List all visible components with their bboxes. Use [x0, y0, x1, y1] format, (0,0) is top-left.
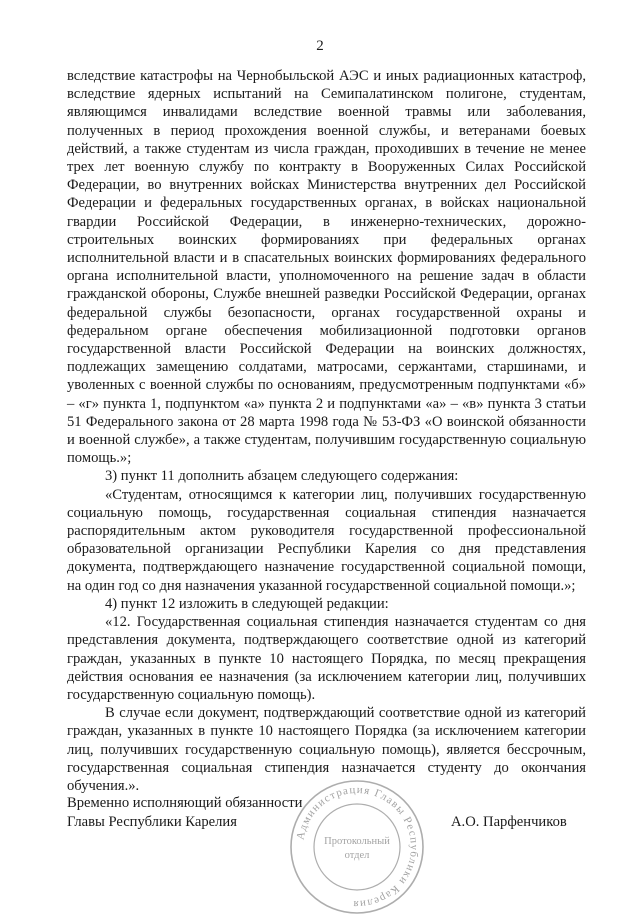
signatory-title-line2: Главы Республики Карелия [67, 813, 237, 830]
stamp-center-line1: Протокольный [324, 836, 390, 847]
stamp-center-line2: отдел [344, 850, 370, 861]
paragraph: «12. Государственная социальная стипендия назначается студентам со дня представления документа, подтверждающего соответствие одной из категорий граждан, указанных в пункте 10 настоящего Порядка, по месяц прекращения действия основания ее назначения (за исключением категории лиц, получивших государственную социальную помощь). [67, 614, 586, 703]
paragraph: 3) пункт 11 дополнить абзацем следующего содержания: [105, 468, 459, 485]
official-stamp [282, 772, 432, 922]
signatory-name: А.О. Парфенчиков [451, 813, 567, 830]
paragraph: вследствие катастрофы на Чернобыльской АЭС и иных радиационных катастроф, вследствие ядерных испытаний на Семипалатинском полигоне, студентам, являющимся инвалидами вследствие военной травмы или заболевания, полученных в период прохождения военной службы, и ветеранами боевых действий, а также студентам из числа граждан, проходивших в течение не менее трех лет военную службу по контракту в Вооруженных Силах Российской Федерации, во внутренних войсках Министерства внутренних дел Российской Федерации и федеральных государственных органах, в войсках национальной гвардии Российской Федерации, в инженерно-технических, дорожно-строительных воинских формированиях при федеральных органах исполнительной власти и в спасательных воинских формированиях федерального органа исполнительной власти, уполномоченного на решение задач в области гражданской обороны, Службе внешней разведки Российской Федерации, органах федеральной службы безопасности, органах государственной охраны и федеральном органе обеспечения мобилизационной подготовки органов государственной власти Российской Федерации на воинских должностях, подлежащих замещению солдатами, матросами, сержантами, старшинами, и уволенных с военной службы по основаниям, предусмотренным подпунктами «б» – «г» пункта 1, подпунктом «а» пункта 2 и подпунктами «а» – «в» пункта 3 статьи 51 Федерального закона от 28 марта 1998 года № 53-ФЗ «О воинской обязанности и военной службе», а также студентам, получившим государственную социальную помощь.»; [67, 68, 586, 467]
page-number: 2 [316, 38, 324, 54]
paragraph: В случае если документ, подтверждающий соответствие одной из категорий граждан, указанных в пункте 10 настоящего Порядка (за исключением категории лиц, получивших государственную социальную помощь), является бессрочным, государственная социальная стипендия назначается студенту до окончания обучения.». [67, 705, 586, 794]
paragraph: 4) пункт 12 изложить в следующей редакции: [105, 595, 389, 612]
paragraph: «Студентам, относящимся к категории лиц, получивших государственную социальную помощь, государственная социальная стипендия назначается распорядительным актом руководителя государственной профессиональной образовательной организации Республики Карелия со дня представления документа, подтверждающего назначение государственной социальной помощи, на один год со дня назначения указанной государственной социальной помощи.»; [67, 486, 586, 594]
signatory-title [67, 794, 302, 831]
document-body [67, 67, 586, 795]
signatory-title-line1: Временно исполняющий обязанности [67, 795, 303, 811]
stamp-ring-text: Администрация Главы Республики Карелия [294, 783, 421, 911]
